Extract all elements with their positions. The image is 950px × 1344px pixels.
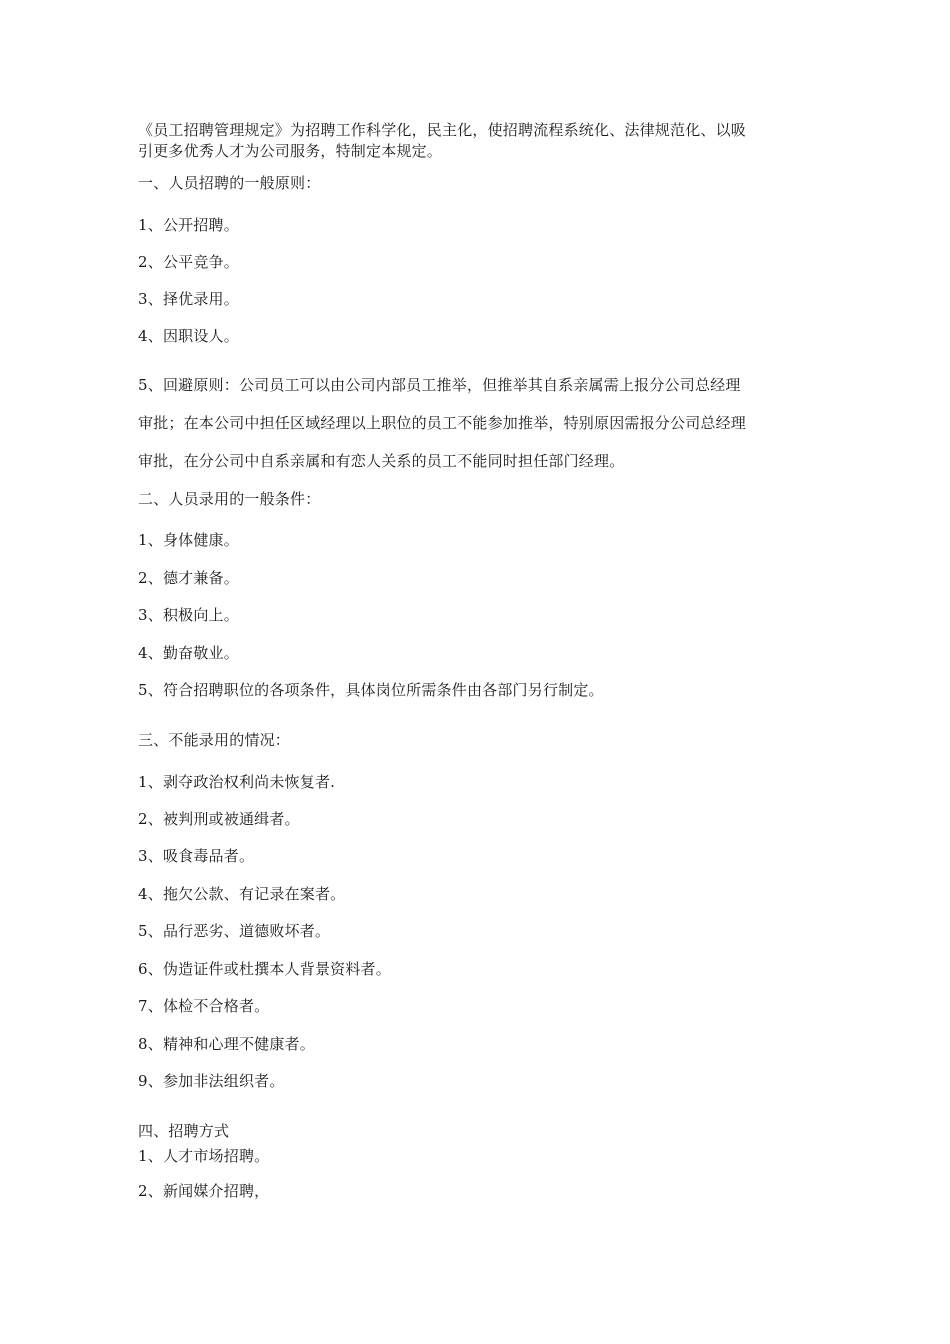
list-item: 2、被判刑或被通缉者。 [138, 810, 300, 828]
list-item: 5、品行恶劣、道德败坏者。 [138, 922, 331, 940]
list-item: 1、人才市场招聘。 [138, 1147, 270, 1165]
list-item: 3、择优录用。 [138, 290, 239, 308]
list-item: 1、身体健康。 [138, 531, 239, 549]
list-item-continuation: 审批；在本公司中担任区域经理以上职位的员工不能参加推举，特别原因需报分公司总经理 [138, 414, 747, 432]
list-item: 1、剥夺政治权利尚未恢复者. [138, 773, 336, 791]
list-item: 7、体检不合格者。 [138, 997, 270, 1015]
list-item: 8、精神和心理不健康者。 [138, 1035, 315, 1053]
section-heading-4: 四、招聘方式 [138, 1122, 230, 1140]
list-item: 4、拖欠公款、有记录在案者。 [138, 885, 346, 903]
intro-line-1: 《员工招聘管理规定》为招聘工作科学化，民主化，使招聘流程系统化、法律规范化、以吸 [138, 121, 747, 139]
list-item: 6、伪造证件或杜撰本人背景资料者。 [138, 960, 391, 978]
intro-line-2: 引更多优秀人才为公司服务，特制定本规定。 [138, 142, 443, 160]
list-item: 4、因职设人。 [138, 327, 239, 345]
list-item: 5、符合招聘职位的各项条件，具体岗位所需条件由各部门另行制定。 [138, 681, 604, 699]
list-item: 5、回避原则：公司员工可以由公司内部员工推举，但推举其自系亲属需上报分公司总经理 [138, 376, 741, 394]
section-heading-1: 一、人员招聘的一般原则： [138, 174, 321, 192]
list-item: 9、参加非法组织者。 [138, 1072, 285, 1090]
list-item: 1、公开招聘。 [138, 216, 239, 234]
list-item: 3、积极向上。 [138, 606, 239, 624]
section-heading-3: 三、不能录用的情况： [138, 731, 291, 749]
list-item: 3、吸食毒品者。 [138, 847, 255, 865]
list-item-continuation: 审批，在分公司中自系亲属和有恋人关系的员工不能同时担任部门经理。 [138, 452, 625, 470]
section-heading-2: 二、人员录用的一般条件： [138, 490, 321, 508]
list-item: 4、勤奋敬业。 [138, 644, 239, 662]
list-item: 2、公平竞争。 [138, 253, 239, 271]
list-item: 2、新闻媒介招聘， [138, 1182, 270, 1200]
list-item: 2、德才兼备。 [138, 569, 239, 587]
